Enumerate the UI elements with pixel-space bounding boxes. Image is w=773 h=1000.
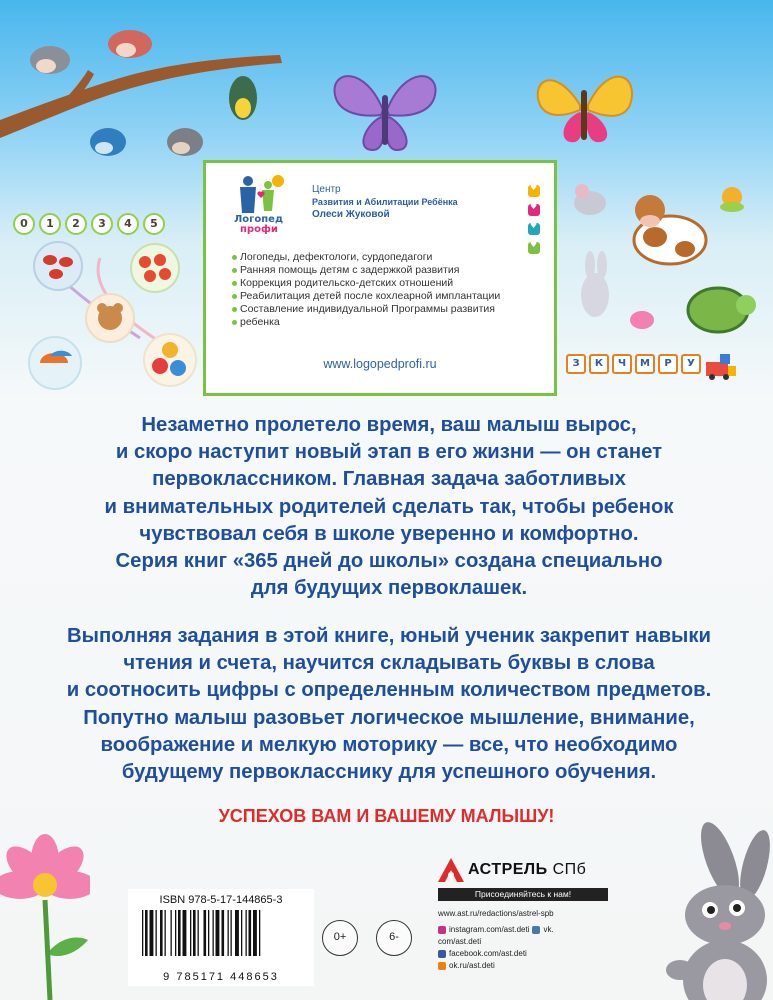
counting-exercise-illustration xyxy=(20,238,205,398)
text-line: и соотносить цифры с определенным количеством предметов. xyxy=(66,679,712,702)
barcode-bar xyxy=(222,910,225,956)
social-links xyxy=(438,924,628,972)
text-line: Серия книг «365 дней до школы» создана специально xyxy=(115,550,663,573)
publisher-name-main: АСТРЕЛЬ xyxy=(468,861,548,878)
isbn-barcode-box xyxy=(128,889,314,986)
letter-train xyxy=(566,354,738,380)
slogan: УСПЕХОВ ВАМ И ВАШЕМУ МАЛЫШУ! xyxy=(218,806,555,826)
barcode-bar xyxy=(190,910,191,956)
train-letter: У xyxy=(681,354,701,374)
barcode-bar xyxy=(216,910,220,956)
promo-title-line-3: Олеси Жуковой xyxy=(312,209,390,220)
social-link-instagram[interactable] xyxy=(438,924,628,936)
barcode-bar xyxy=(204,910,207,956)
promo-card xyxy=(203,160,557,396)
text-line: чтения и счета, научится складывать буквы в слова xyxy=(123,652,655,675)
barcode-bar xyxy=(142,910,143,956)
bunny-illustration xyxy=(625,820,773,1000)
facebook-icon xyxy=(438,950,446,958)
text-line: и скоро наступит новый этап в его жизни — он станет xyxy=(115,441,663,464)
service-item: Ранняя помощь детям с задержкой развития xyxy=(232,264,540,277)
text-line: для будущих первоклашек. xyxy=(250,577,528,600)
service-item: Коррекция родительско-детских отношений xyxy=(232,277,540,290)
services-list xyxy=(232,251,540,329)
train-letter: З xyxy=(566,354,586,374)
social-link-text: ok.ru/ast.deti xyxy=(449,961,495,970)
logopedprofi-logo xyxy=(232,173,292,233)
train-letter: К xyxy=(589,354,609,374)
social-link-facebook[interactable] xyxy=(438,948,628,960)
number-circle: 2 xyxy=(65,213,87,235)
barcode-bar xyxy=(231,910,232,956)
vk-icon xyxy=(532,926,540,934)
text-line: Выполняя задания в этой книге, юный ученик закрепит навыки xyxy=(67,625,711,647)
family-icon xyxy=(232,173,292,217)
barcode-bar xyxy=(193,910,196,956)
publisher-name xyxy=(468,861,586,879)
social-link-text: com/ast.deti xyxy=(438,937,482,946)
publisher-logo xyxy=(438,858,628,882)
social-link-vk[interactable] xyxy=(438,936,628,948)
barcode-bar xyxy=(241,910,242,956)
barcode-bar xyxy=(178,910,181,956)
age-rating-badge: 0+ xyxy=(322,920,358,956)
promo-title-line-2: Развития и Абилитации Ребёнка xyxy=(312,197,458,207)
text-line: первоклассником. Главная задача заботливых xyxy=(152,468,626,491)
text-line: воображение и мелкую моторику — все, что необходимо xyxy=(100,733,678,756)
text-line: Попутно малыш разовьет логическое мышление, внимание, xyxy=(83,706,695,729)
barcode-bar xyxy=(253,910,257,956)
social-link-text: vk. xyxy=(543,925,554,934)
social-link-text: facebook.com/ast.deti xyxy=(449,949,527,958)
barcode-bar xyxy=(156,910,157,956)
barcode-bar xyxy=(208,910,209,956)
logo-wordmark xyxy=(234,215,294,235)
promo-heart-icons xyxy=(528,185,540,254)
tree-branch-with-birds-illustration xyxy=(0,0,290,170)
barcode-bar xyxy=(213,910,214,956)
publisher-city: СПб xyxy=(552,861,587,878)
text-line: и внимательных родителей сделать так, чтобы ребенок xyxy=(104,495,674,518)
barcode-bar xyxy=(165,910,166,956)
train-letter: М xyxy=(635,354,655,374)
animals-illustration xyxy=(560,175,770,350)
join-us-banner: Присоединяйтесь к нам! xyxy=(438,888,608,901)
astrel-a-icon xyxy=(438,858,464,882)
barcode xyxy=(140,910,302,968)
service-item: Реабилитация детей после кохлеарной имплантации xyxy=(232,290,540,303)
number-circle: 5 xyxy=(143,213,165,235)
text-line: Незаметно пролетело время, ваш малыш вырос, xyxy=(141,414,637,436)
barcode-bar xyxy=(171,910,172,956)
social-link-text: instagram.com/ast.deti xyxy=(449,925,530,934)
publisher-block xyxy=(438,858,628,972)
promo-header xyxy=(232,173,540,235)
number-circle: 1 xyxy=(39,213,61,235)
text-line: чувствовал себя в школе уверенно и комфортно. xyxy=(139,522,639,545)
promo-website-link[interactable]: www.logopedprofi.ru xyxy=(323,357,437,371)
pink-flower-illustration xyxy=(0,820,90,1000)
barcode-bar xyxy=(160,910,163,956)
heart-icon xyxy=(528,223,540,235)
barcode-bar xyxy=(228,910,229,956)
barcode-bar xyxy=(249,910,252,956)
description-paragraph-1 xyxy=(44,412,734,602)
barcode-bar xyxy=(175,910,176,956)
train-letter: Ч xyxy=(612,354,632,374)
barcode-bar xyxy=(145,910,148,956)
service-item: Составление индивидуальной Программы развития xyxy=(232,303,540,316)
logo-line-2: профи xyxy=(240,224,278,235)
service-item-continuation: ребенка xyxy=(232,316,540,329)
heart-icon xyxy=(528,204,540,216)
age-rating-badge-2: 6- xyxy=(376,920,412,956)
description-paragraph-2 xyxy=(44,623,734,786)
isbn-label: ISBN 978-5-17-144865-3 xyxy=(159,894,283,906)
train-letter: Р xyxy=(658,354,678,374)
locomotive-icon xyxy=(704,354,738,380)
odnoklassniki-icon xyxy=(438,962,446,970)
number-circle: 3 xyxy=(91,213,113,235)
number-circle: 0 xyxy=(13,213,35,235)
barcode-bar xyxy=(183,910,187,956)
service-item: Логопеды, дефектологи, сурдопедагоги xyxy=(232,251,540,264)
barcode-digits: 9 785171 448653 xyxy=(163,971,279,983)
heart-icon xyxy=(528,185,540,197)
publisher-website-link[interactable]: www.ast.ru/redactions/astrel-spb xyxy=(438,909,554,918)
logo-line-1: Логопед xyxy=(234,214,284,225)
barcode-bar xyxy=(150,910,154,956)
promo-title xyxy=(312,183,458,221)
barcode-bar xyxy=(246,910,247,956)
social-link-ok[interactable] xyxy=(438,960,628,972)
promo-title-line-1: Центр xyxy=(312,184,341,195)
instagram-icon xyxy=(438,926,446,934)
text-line: будущему первокласснику для успешного обучения. xyxy=(121,761,657,784)
barcode-bar xyxy=(235,910,239,956)
barcode-bar xyxy=(259,910,260,956)
purple-butterfly-illustration xyxy=(325,55,445,165)
number-circles xyxy=(13,213,165,235)
barcode-bar xyxy=(198,910,199,956)
number-circle: 4 xyxy=(117,213,139,235)
yellow-butterfly-illustration xyxy=(530,60,640,150)
